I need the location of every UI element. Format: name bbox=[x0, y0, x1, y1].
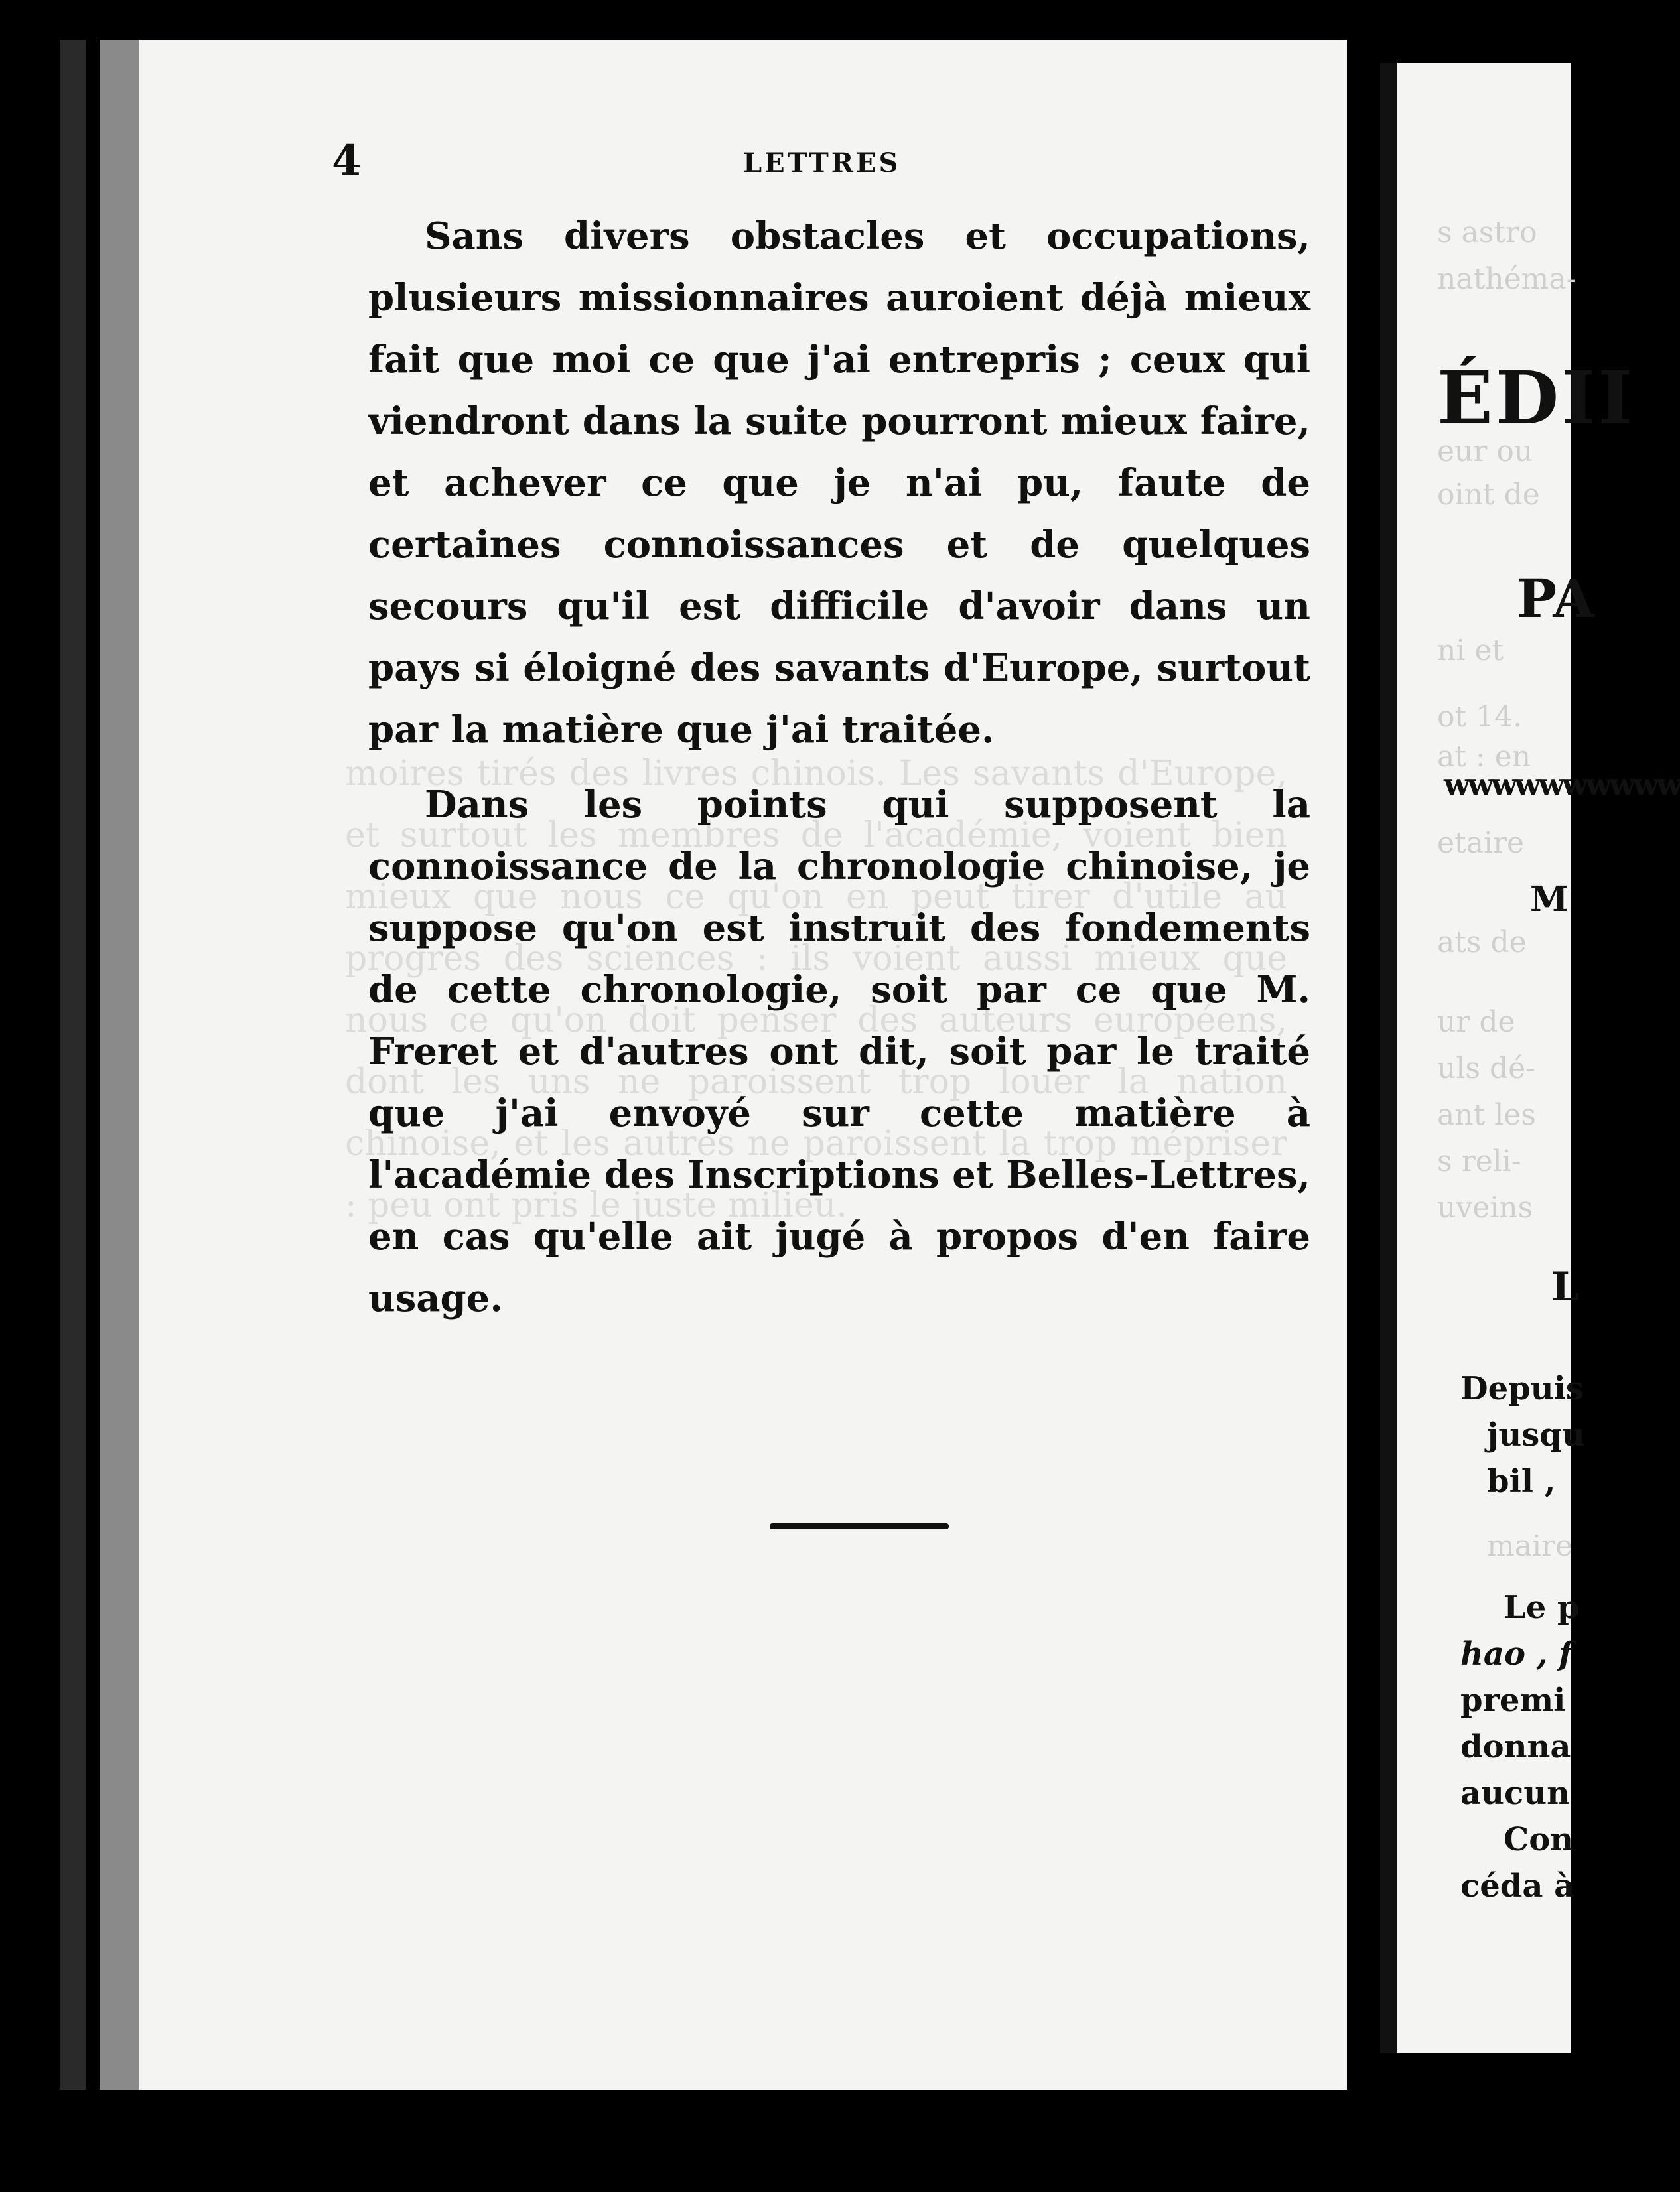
ghost-fragment: etaire bbox=[1437, 826, 1525, 860]
ghost-fragment: eur ou bbox=[1437, 435, 1533, 468]
body-text bbox=[368, 206, 1310, 1330]
page-number: 4 bbox=[332, 136, 362, 186]
ghost-fragment: uls dé- bbox=[1437, 1052, 1536, 1085]
right-section-fragment: PA bbox=[1517, 567, 1594, 630]
right-text-line: premi bbox=[1460, 1682, 1566, 1719]
right-heading-l: L bbox=[1551, 1264, 1580, 1310]
ghost-fragment: at : en bbox=[1437, 740, 1531, 774]
ghost-fragment: maire bbox=[1487, 1529, 1573, 1563]
running-head: LETTRES bbox=[743, 147, 901, 178]
right-text-line: Depuis bbox=[1460, 1370, 1584, 1407]
ornament-rule: wwwwwwwwww bbox=[1444, 766, 1680, 802]
right-heading-m: M bbox=[1530, 879, 1569, 920]
ghost-fragment: ot 14. bbox=[1437, 700, 1523, 734]
paragraph-1: Sans divers obstacles et occupations, plusieurs missionnaires auroient déjà mieux fait que moi ce que j'ai entrepris ; ceux qui viendront dans la suite pourront mieux faire, et achever ce que je n'ai pu, faute de certaines connoissances et de quelques secours qu'il est difficile d'avoir dans un pays si éloigné des savants d'Europe, surtout par la matière que j'ai traitée. bbox=[368, 214, 1310, 752]
right-page bbox=[1380, 63, 1680, 2053]
ghost-fragment: ats de bbox=[1437, 925, 1527, 959]
right-text-line: hao , f bbox=[1460, 1635, 1573, 1673]
right-text-line: Le p bbox=[1504, 1589, 1580, 1626]
show-through-text: moires tirés des livres chinois. Les savants d'Europe, et surtout les membres de l'académie, voient bien mieux que nous ce qu'on en peut tirer d'utile au progrès des sciences : ils voient aussi mieux que nous ce qu'on doit penser des auteurs européens, dont les uns ne paroissent trop louer la nation chinoise, et les autres ne paroissent la trop mépriser : peu ont pris le juste milieu. bbox=[345, 754, 1287, 1225]
book-spine bbox=[60, 40, 86, 2090]
ghost-fragment: s astro bbox=[1437, 216, 1537, 249]
right-text-line: donna bbox=[1460, 1728, 1571, 1765]
ghost-fragment: ni et bbox=[1437, 634, 1504, 667]
section-rule bbox=[770, 1523, 949, 1529]
right-text-line: bil , bbox=[1487, 1463, 1556, 1500]
right-title-fragment: ÉDII bbox=[1437, 355, 1636, 441]
ghost-fragment: nathéma- bbox=[1437, 262, 1576, 296]
right-text-line: jusqu bbox=[1487, 1416, 1585, 1454]
ghost-fragment: ant les bbox=[1437, 1098, 1536, 1132]
right-text-line: Con bbox=[1504, 1821, 1574, 1858]
ghost-fragment: ur de bbox=[1437, 1005, 1515, 1039]
right-text-line: aucun bbox=[1460, 1775, 1571, 1812]
ghost-fragment: uveins bbox=[1437, 1191, 1533, 1225]
ghost-fragment: s reli- bbox=[1437, 1144, 1521, 1178]
paragraph-2: Dans les points qui supposent la connoissance de la chronologie chinoise, je suppose qu'on est instruit des fondements de cette chronologie, soit par ce que M. Freret et d'autres ont dit, soit par le traité que j'ai envoyé sur cette matière à l'académie des Inscriptions et Belles-Lettres, en cas qu'elle ait jugé à propos d'en faire usage. bbox=[368, 783, 1310, 1320]
right-text-line: céda à bbox=[1460, 1868, 1575, 1905]
ghost-fragment: oint de bbox=[1437, 478, 1540, 512]
